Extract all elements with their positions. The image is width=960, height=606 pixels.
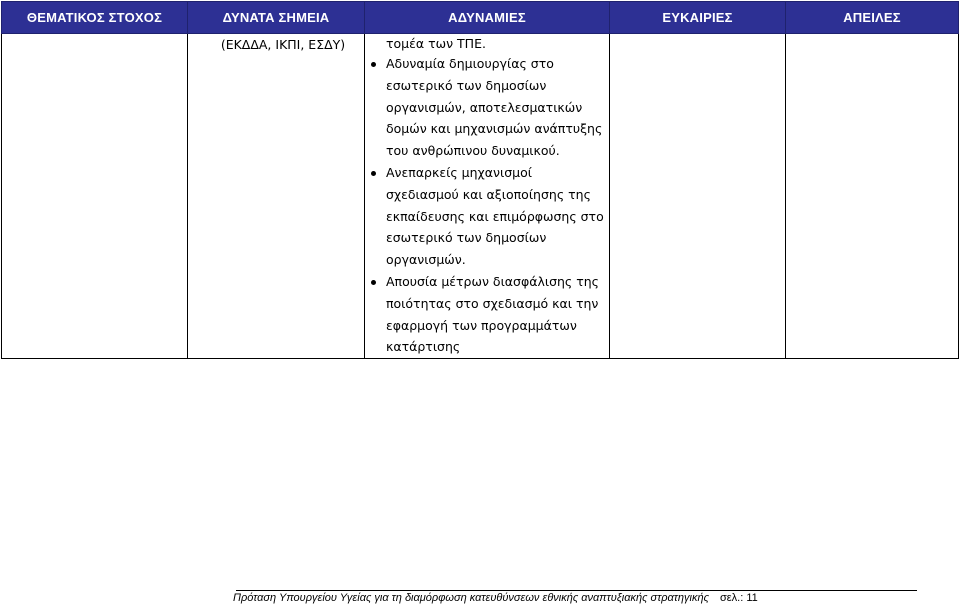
- table-row: [2, 34, 959, 359]
- swot-table: [1, 1, 959, 359]
- page-number: σελ.: 11: [719, 592, 758, 604]
- strengths-cell: [188, 34, 365, 359]
- header-opportunities: ΕΥΚΑΙΡΙΕΣ: [610, 2, 786, 34]
- header-threats: ΑΠΕΙΛΕΣ: [786, 2, 959, 34]
- list-item: Αδυναμία δημιουργίας στο εσωτερικό των δημοσίων οργανισμών, αποτελεσματικών δομών και μηχανισμών ανάπτυξης του ανθρώπινου δυναμικού.: [365, 53, 609, 162]
- header-theme: ΘΕΜΑΤΙΚΟΣ ΣΤΟΧΟΣ: [2, 2, 188, 34]
- footer-title: Πρόταση Υπουργείου Υγείας για τη διαμόρφωση κατευθύνσεων εθνικής αναπτυξιακής στρατηγικής: [233, 592, 709, 604]
- weaknesses-cell: [365, 34, 610, 359]
- weakness-continuation: τομέα των ΤΠΕ.: [386, 36, 486, 51]
- header-strengths: ΔΥΝΑΤΑ ΣΗΜΕΙΑ: [188, 2, 365, 34]
- weaknesses-list: [365, 53, 609, 358]
- page-footer: [233, 592, 953, 604]
- strengths-text: (ΕΚΔΔΑ, ΙΚΠΙ, ΕΣΔΥ): [220, 37, 346, 52]
- list-item: Απουσία μέτρων διασφάλισης της ποιότητας στο σχεδιασμό και την εφαρμογή των προγραμμάτων κατάρτισης: [365, 271, 609, 358]
- header-row: [2, 2, 959, 34]
- theme-cell: [2, 34, 188, 359]
- opportunities-cell: [610, 34, 786, 359]
- threats-cell: [786, 34, 959, 359]
- list-item: Ανεπαρκείς μηχανισμοί σχεδιασμού και αξιοποίησης της εκπαίδευσης και επιμόρφωσης στο εσωτερικό των δημοσίων οργανισμών.: [365, 162, 609, 271]
- footer-divider: [236, 590, 917, 591]
- header-weaknesses: ΑΔΥΝΑΜΙΕΣ: [365, 2, 610, 34]
